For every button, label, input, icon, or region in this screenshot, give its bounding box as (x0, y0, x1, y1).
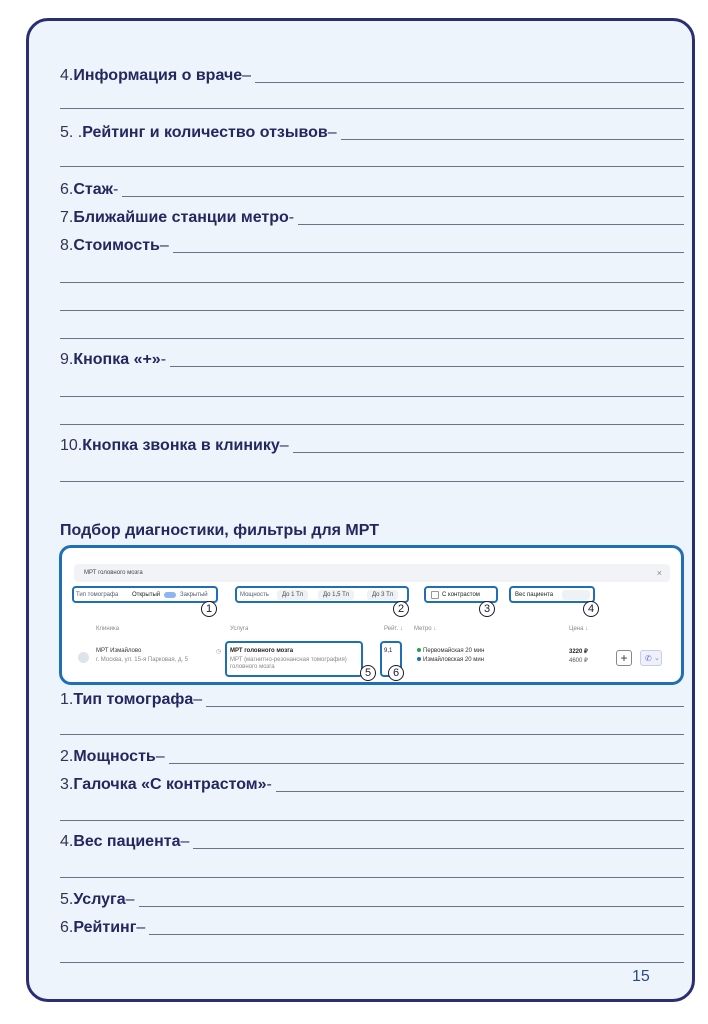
answer-line[interactable] (60, 962, 684, 963)
column-price[interactable]: Цена ↓ (569, 626, 589, 632)
price-secondary: 4600 ₽ (569, 658, 588, 664)
question-label: Вес пациента (73, 833, 181, 850)
answer-line[interactable] (173, 238, 684, 253)
column-service[interactable]: Услуга (230, 626, 249, 632)
question-service: 5. Услуга – (60, 890, 684, 910)
clock-icon: ◷ (216, 649, 222, 655)
answer-line[interactable] (169, 749, 684, 764)
marker-badge: 1 (201, 601, 217, 617)
question-patient-weight: 4. Вес пациента – (60, 832, 684, 852)
question-label: Стоимость (73, 237, 160, 254)
question-rating: 6. Рейтинг – (60, 918, 684, 938)
answer-line[interactable] (60, 310, 684, 311)
call-button[interactable] (640, 650, 662, 666)
power-option[interactable]: До 1 Тл (277, 590, 308, 600)
phone-icon: ✆ (645, 654, 652, 663)
price-primary: 3220 ₽ (569, 649, 588, 655)
answer-line[interactable] (206, 692, 684, 707)
contrast-checkbox[interactable] (431, 591, 439, 599)
question-label: Мощность (73, 748, 156, 765)
question-label: Тип томографа (73, 691, 194, 708)
power-label: Мощность (240, 592, 269, 598)
question-plus-button: 9. Кнопка «+» - (60, 350, 684, 370)
closed-option[interactable]: Закрытый (180, 592, 208, 598)
question-contrast-checkbox: 3. Галочка «С контрастом» - (60, 775, 684, 795)
answer-line[interactable] (60, 877, 684, 878)
answer-line[interactable] (60, 282, 684, 283)
marker-badge: 6 (388, 665, 404, 681)
answer-line[interactable] (60, 396, 684, 397)
question-power: 2. Мощность – (60, 747, 684, 767)
question-label: Ближайшие станции метро (73, 209, 289, 226)
answer-line[interactable] (60, 481, 684, 482)
metro-station (417, 657, 484, 663)
metro-station-label: Измайловская 20 мин (423, 657, 485, 663)
question-price: 8. Стоимость – (60, 236, 684, 256)
add-button[interactable]: + (616, 650, 632, 666)
question-label: Рейтинг и количество отзывов (82, 124, 328, 141)
question-experience: 6. Стаж - (60, 180, 684, 200)
answer-line[interactable] (293, 438, 684, 453)
answer-line[interactable] (276, 777, 684, 792)
answer-line[interactable] (60, 108, 684, 109)
answer-line[interactable] (60, 734, 684, 735)
chevron-down-icon: ⌄ (654, 655, 660, 662)
close-icon[interactable]: × (656, 568, 662, 578)
answer-line[interactable] (139, 892, 684, 907)
marker-badge: 3 (479, 601, 495, 617)
answer-line[interactable] (193, 834, 684, 849)
answer-line[interactable] (60, 820, 684, 821)
search-query: МРТ головного мозга (84, 570, 143, 576)
column-rating[interactable]: Рейт. ↓ (384, 626, 403, 632)
answer-line[interactable] (255, 68, 684, 83)
answer-line[interactable] (298, 210, 684, 225)
answer-line[interactable] (149, 920, 684, 935)
question-doctor-info: 4. Информация о враче – (60, 66, 684, 86)
question-label: Стаж (73, 181, 113, 198)
column-clinic[interactable]: Клиника (96, 626, 120, 632)
question-metro: 7. Ближайшие станции метро - (60, 208, 684, 228)
page-number: 15 (632, 968, 650, 985)
marker-badge: 4 (583, 601, 599, 617)
question-label: Информация о враче (73, 67, 243, 84)
clinic-address: г. Москва, ул. 15-я Парковая, д. 5 (96, 657, 189, 663)
question-rating-reviews: 5. . Рейтинг и количество отзывов – (60, 123, 684, 143)
question-label: Кнопка звонка в клинику (82, 437, 280, 454)
question-label: Кнопка «+» (73, 351, 161, 368)
answer-line[interactable] (60, 338, 684, 339)
section-title: Подбор диагностики, фильтры для МРТ (60, 522, 379, 539)
rating-value: 9,1 (384, 648, 393, 654)
answer-line[interactable] (170, 352, 684, 367)
answer-line[interactable] (122, 182, 684, 197)
mri-filters-screenshot (59, 545, 684, 685)
open-option[interactable]: Открытый (132, 592, 161, 598)
power-option[interactable]: До 1,5 Тл (318, 590, 354, 600)
marker-badge: 2 (393, 601, 409, 617)
column-metro[interactable]: Метро ↓ (414, 626, 437, 632)
question-label: Галочка «С контрастом» (73, 776, 267, 793)
power-option[interactable]: До 3 Тл (367, 590, 398, 600)
tomograph-toggle[interactable] (164, 592, 176, 598)
answer-line[interactable] (60, 424, 684, 425)
clinic-name[interactable]: МРТ Измайлово (96, 648, 142, 654)
weight-input[interactable] (562, 590, 590, 600)
tomograph-label: Тип томографа (76, 592, 119, 598)
question-label: Рейтинг (73, 919, 137, 936)
search-bar[interactable] (74, 564, 670, 582)
metro-station (417, 648, 484, 654)
question-call-button: 10. Кнопка звонка в клинику – (60, 436, 684, 456)
question-tomograph-type: 1. Тип томографа – (60, 690, 684, 710)
question-label: Услуга (73, 891, 126, 908)
service-description: МРТ (магнитно-резонансная томография) головного мозга (230, 657, 347, 670)
marker-badge: 5 (360, 665, 376, 681)
answer-line[interactable] (341, 125, 684, 140)
contrast-label: С контрастом (442, 592, 480, 598)
service-name[interactable]: МРТ головного мозга (230, 648, 294, 654)
clinic-logo-icon (78, 652, 89, 663)
answer-line[interactable] (60, 166, 684, 167)
weight-label: Вес пациента (515, 592, 554, 598)
metro-station-label: Первомайская 20 мин (423, 648, 485, 654)
